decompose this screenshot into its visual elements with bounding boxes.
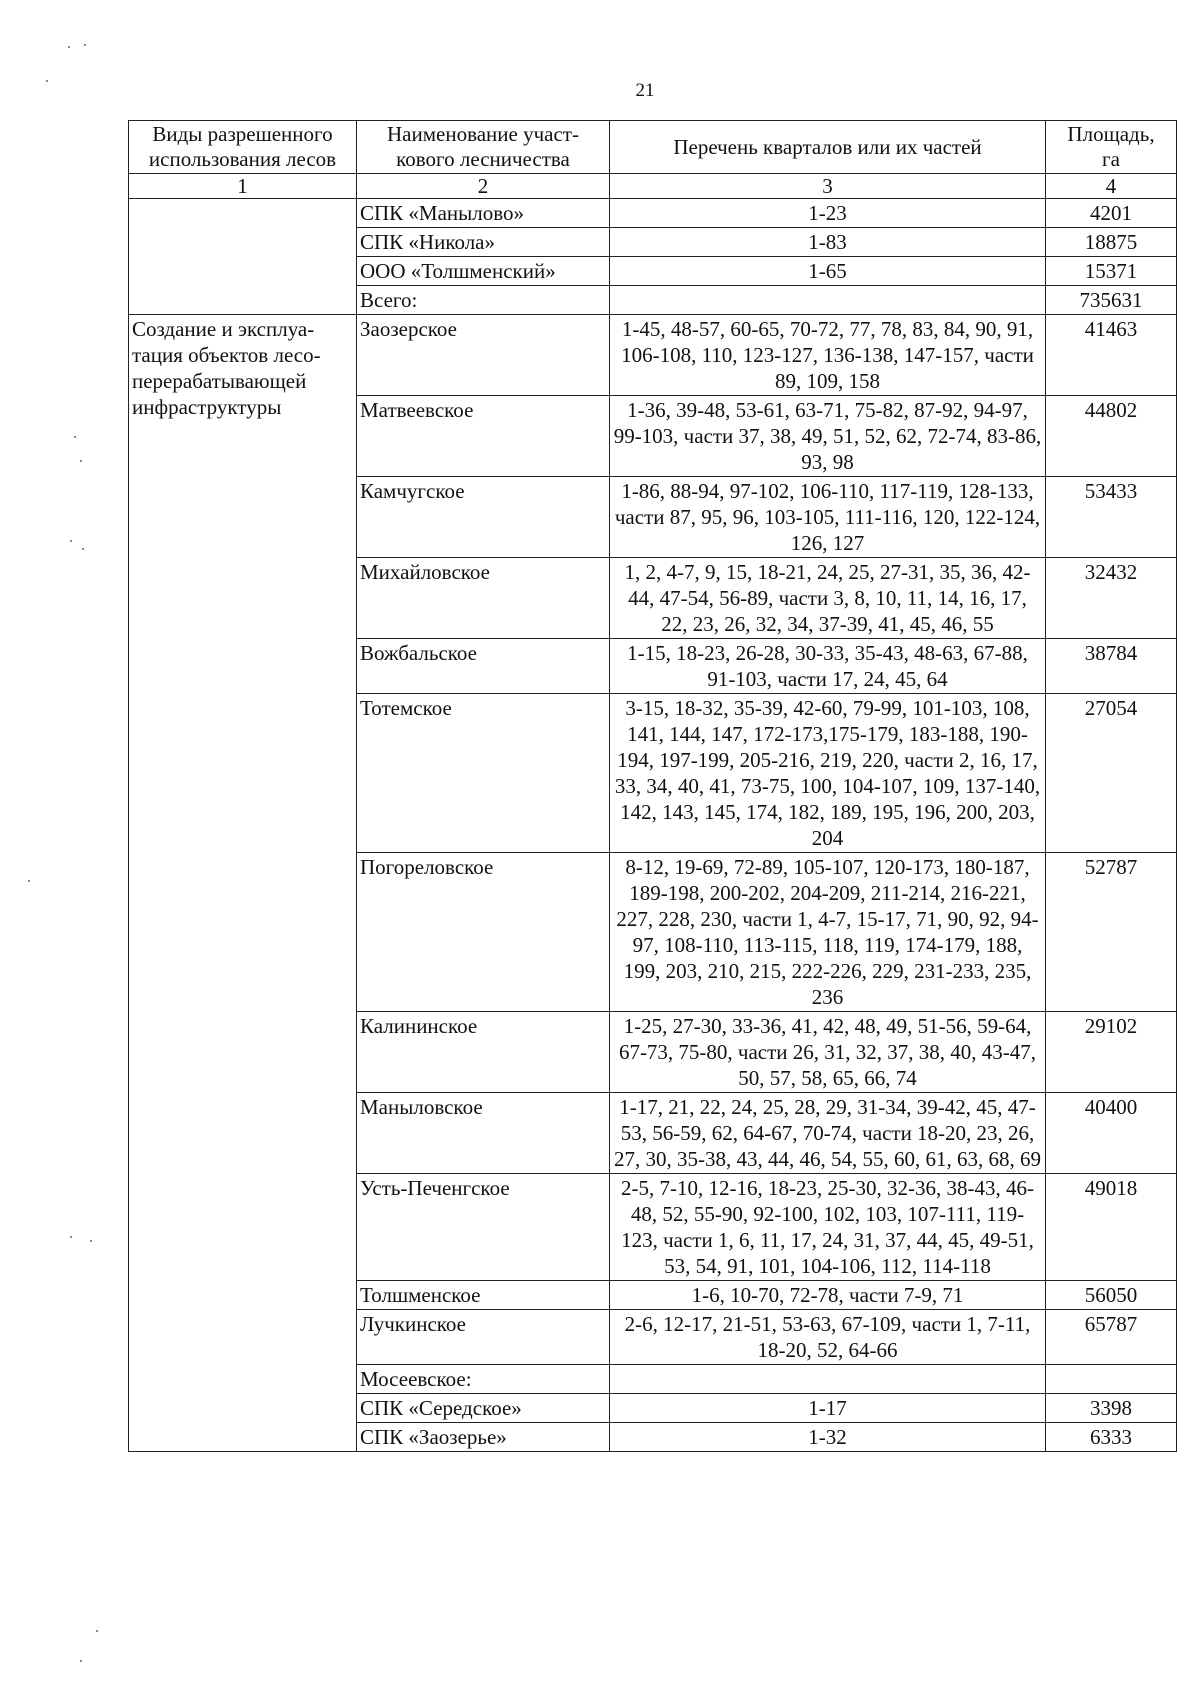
quarters-cell	[610, 286, 1046, 315]
area-cell: 29102	[1046, 1012, 1177, 1093]
area-cell: 4201	[1046, 199, 1177, 228]
header-forestry-line2: кового лесничества	[396, 147, 570, 171]
forestry-cell: СПК «Никола»	[357, 228, 610, 257]
quarters-cell: 8-12, 19-69, 72-89, 105-107, 120-173, 180-187, 189-198, 200-202, 204-209, 211-214, 216-221, 227, 228, 230, части 1, 4-7, 15-17, 71, 90, 92, 94-97, 108-110, 113-115, 118, 119, 174-179, 188, 199, 203, 210, 215, 222-226, 229, 231-233, 235, 236	[610, 853, 1046, 1012]
use-type-cell: Создание и эксплуа-тация объектов лесо-перерабатывающей инфраструктуры	[129, 315, 357, 1452]
quarters-cell: 1-32	[610, 1423, 1046, 1452]
header-quarters: Перечень кварталов или их частей	[610, 121, 1046, 174]
table-body	[129, 199, 1177, 1452]
header-area-line2: га	[1102, 147, 1120, 171]
table-row	[129, 315, 1177, 396]
page-number: 21	[635, 80, 655, 101]
area-cell: 38784	[1046, 639, 1177, 694]
forestry-cell: СПК «Заозерье»	[357, 1423, 610, 1452]
forestry-cell: Толшменское	[357, 1281, 610, 1310]
scan-speck	[68, 46, 70, 48]
area-cell: 52787	[1046, 853, 1177, 1012]
quarters-cell: 1-86, 88-94, 97-102, 106-110, 117-119, 128-133, части 87, 95, 96, 103-105, 111-116, 120, 122-124, 126, 127	[610, 477, 1046, 558]
forestry-cell: СПК «Манылово»	[357, 199, 610, 228]
table-header-row	[129, 121, 1177, 174]
scan-speck	[70, 540, 72, 542]
quarters-cell: 1-15, 18-23, 26-28, 30-33, 35-43, 48-63, 67-88, 91-103, части 17, 24, 45, 64	[610, 639, 1046, 694]
quarters-cell: 1-17, 21, 22, 24, 25, 28, 29, 31-34, 39-42, 45, 47-53, 56-59, 62, 64-67, 70-74, части 18-20, 23, 26, 27, 30, 35-38, 43, 44, 46, 54, 55, 60, 61, 63, 68, 69	[610, 1093, 1046, 1174]
column-number-row	[129, 174, 1177, 199]
quarters-cell: 2-5, 7-10, 12-16, 18-23, 25-30, 32-36, 38-43, 46-48, 52, 55-90, 92-100, 102, 103, 107-111, 119-123, части 1, 6, 11, 17, 24, 31, 37, 44, 45, 49-51, 53, 54, 91, 101, 104-106, 112, 114-118	[610, 1174, 1046, 1281]
scan-speck	[80, 460, 82, 462]
quarters-cell: 2-6, 12-17, 21-51, 53-63, 67-109, части 1, 7-11, 18-20, 52, 64-66	[610, 1310, 1046, 1365]
scan-speck	[28, 880, 30, 882]
area-cell: 18875	[1046, 228, 1177, 257]
forest-use-table	[128, 120, 1177, 1452]
forestry-cell: Калининское	[357, 1012, 610, 1093]
scan-speck	[90, 1240, 92, 1242]
forestry-cell: ООО «Толшменский»	[357, 257, 610, 286]
forestry-cell: Лучкинское	[357, 1310, 610, 1365]
area-cell: 44802	[1046, 396, 1177, 477]
total-area: 735631	[1046, 286, 1177, 315]
scan-speck	[82, 548, 84, 550]
area-cell: 49018	[1046, 1174, 1177, 1281]
header-forestry	[357, 121, 610, 174]
forestry-cell: Матвеевское	[357, 396, 610, 477]
column-number: 4	[1046, 174, 1177, 199]
scan-speck	[70, 1236, 72, 1238]
area-cell: 53433	[1046, 477, 1177, 558]
area-cell: 40400	[1046, 1093, 1177, 1174]
area-cell: 56050	[1046, 1281, 1177, 1310]
quarters-cell: 1-36, 39-48, 53-61, 63-71, 75-82, 87-92, 94-97, 99-103, части 37, 38, 49, 51, 52, 62, 72-74, 83-86, 93, 98	[610, 396, 1046, 477]
area-cell: 32432	[1046, 558, 1177, 639]
forestry-cell: Маныловское	[357, 1093, 610, 1174]
area-cell: 15371	[1046, 257, 1177, 286]
scan-speck	[96, 1630, 98, 1632]
area-cell: 27054	[1046, 694, 1177, 853]
quarters-cell: 1, 2, 4-7, 9, 15, 18-21, 24, 25, 27-31, 35, 36, 42-44, 47-54, 56-89, части 3, 8, 10, 11, 14, 16, 17, 22, 23, 26, 32, 34, 37-39, 41, 45, 46, 55	[610, 558, 1046, 639]
forestry-cell: Тотемское	[357, 694, 610, 853]
scan-speck	[84, 44, 86, 46]
forestry-cell: Погореловское	[357, 853, 610, 1012]
quarters-cell: 1-83	[610, 228, 1046, 257]
quarters-cell: 1-23	[610, 199, 1046, 228]
scan-speck	[80, 1660, 82, 1662]
forestry-cell: Михайловское	[357, 558, 610, 639]
header-use-type-line2: использования лесов	[148, 147, 337, 171]
column-number: 1	[129, 174, 357, 199]
area-cell: 65787	[1046, 1310, 1177, 1365]
scan-speck	[74, 436, 76, 438]
quarters-cell: 1-17	[610, 1394, 1046, 1423]
total-label: Всего:	[357, 286, 610, 315]
forestry-cell: СПК «Середское»	[357, 1394, 610, 1423]
header-use-type	[129, 121, 357, 174]
quarters-cell: 3-15, 18-32, 35-39, 42-60, 79-99, 101-103, 108, 141, 144, 147, 172-173,175-179, 183-188, 190-194, 197-199, 205-216, 219, 220, части 2, 16, 17, 33, 34, 40, 41, 73-75, 100, 104-107, 109, 137-140, 142, 143, 145, 174, 182, 189, 195, 196, 200, 203, 204	[610, 694, 1046, 853]
column-number: 3	[610, 174, 1046, 199]
forestry-cell: Камчугское	[357, 477, 610, 558]
forestry-cell: Заозерское	[357, 315, 610, 396]
use-type-cell-empty	[129, 199, 357, 315]
quarters-cell: 1-45, 48-57, 60-65, 70-72, 77, 78, 83, 84, 90, 91, 106-108, 110, 123-127, 136-138, 147-157, части 89, 109, 158	[610, 315, 1046, 396]
header-forestry-line1: Наименование участ-	[387, 122, 579, 146]
quarters-cell	[610, 1365, 1046, 1394]
area-cell	[1046, 1365, 1177, 1394]
area-cell: 41463	[1046, 315, 1177, 396]
quarters-cell: 1-65	[610, 257, 1046, 286]
forestry-cell: Усть-Печенгское	[357, 1174, 610, 1281]
header-use-type-line1: Виды разрешенного	[152, 122, 333, 146]
quarters-cell: 1-25, 27-30, 33-36, 41, 42, 48, 49, 51-56, 59-64, 67-73, 75-80, части 26, 31, 32, 37, 38, 40, 43-47, 50, 57, 58, 65, 66, 74	[610, 1012, 1046, 1093]
forestry-cell: Мосеевское:	[357, 1365, 610, 1394]
forestry-cell: Вожбальское	[357, 639, 610, 694]
area-cell: 3398	[1046, 1394, 1177, 1423]
header-area	[1046, 121, 1177, 174]
area-cell: 6333	[1046, 1423, 1177, 1452]
header-area-line1: Площадь,	[1067, 122, 1155, 146]
column-number: 2	[357, 174, 610, 199]
table-row	[129, 199, 1177, 228]
quarters-cell: 1-6, 10-70, 72-78, части 7-9, 71	[610, 1281, 1046, 1310]
scan-speck	[46, 80, 48, 82]
